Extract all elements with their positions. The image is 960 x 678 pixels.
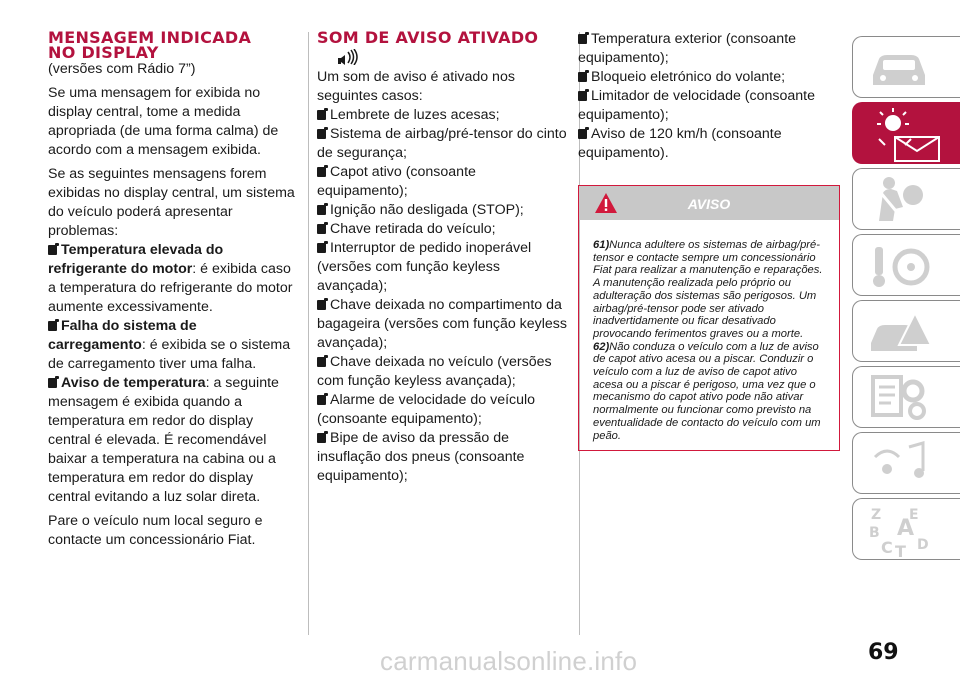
- note-text: Nunca adultere os sistemas de airbag/pré-tensor e contacte sempre um concessionário Fiat para realizar a manutenção e reparações. A manutenção realizada pelo próprio ou adulteração dos sistemas são perigosos. Um airbag/pré-tensor pode ser ativado inadvertidamente ou ficar desativado provocando ferimentos graves ou a morte.: [593, 239, 823, 340]
- paragraph-sound-intro: Um som de aviso é ativado nos seguintes casos:: [317, 69, 515, 104]
- bullet-icon: [317, 205, 326, 215]
- note-number: 61): [593, 239, 610, 251]
- subtitle-radio-version: (versões com Rádio 7”): [48, 61, 196, 77]
- tab-index[interactable]: [852, 498, 960, 560]
- list-item: [317, 220, 567, 239]
- item-text: : a seguinte mensagem é exibida quando a temperatura em redor do display central é elevada. É recomendável baixar a temperatura na cabina ou a temperatura em redor do display central evitando a luz solar direta.: [48, 375, 279, 505]
- item-text: Chave retirada do veículo;: [330, 221, 496, 237]
- list-item: [317, 106, 567, 125]
- tab-safety[interactable]: [852, 168, 960, 230]
- item-title: Temperatura elevada do refrigerante do motor: [48, 242, 224, 277]
- tab-servicing[interactable]: [852, 366, 960, 428]
- bullet-icon: [317, 167, 326, 177]
- bullet-icon: [317, 224, 326, 234]
- bullet-icon: [317, 243, 326, 253]
- item-text: Bipe de aviso da pressão de insuflação dos pneus (consoante equipamento);: [317, 430, 525, 484]
- bullet-icon: [317, 110, 326, 120]
- list-item: [317, 201, 567, 220]
- bullet-icon: [317, 129, 326, 139]
- warning-title: AVISO: [687, 196, 731, 212]
- item-title: Falha do sistema de carregamento: [48, 318, 197, 353]
- tab-emergency[interactable]: [852, 300, 960, 362]
- item-text: Aviso de 120 km/h (consoante equipamento).: [578, 126, 782, 161]
- bullet-icon: [48, 378, 57, 388]
- tab-starting-driving[interactable]: [852, 234, 960, 296]
- bullet-icon: [578, 72, 587, 82]
- list-item: [578, 68, 840, 87]
- heading-message-display: [48, 30, 298, 60]
- tab-car[interactable]: [852, 36, 960, 98]
- bullet-icon: [317, 300, 326, 310]
- car-breakdown-icon: [865, 305, 935, 357]
- heading-line-2: NO DISPLAY: [48, 43, 159, 62]
- bullet-icon: [578, 34, 587, 44]
- column-warning-continued: [578, 30, 840, 451]
- media-music-icon: [865, 437, 935, 489]
- paragraph-problems: Se as seguintes mensagens forem exibidas no display central, um sistema do veículo poderá apresentar problemas:: [48, 166, 295, 239]
- list-item: [317, 296, 567, 353]
- tab-multimedia[interactable]: [852, 432, 960, 494]
- chapter-tabs: [852, 0, 960, 678]
- bullet-icon: [48, 245, 57, 255]
- list-item: [48, 374, 298, 507]
- list-item: [48, 241, 298, 317]
- list-item: [317, 353, 567, 391]
- page-number: 69: [868, 640, 899, 665]
- bullet-icon: [578, 129, 587, 139]
- car-icon: [865, 41, 935, 93]
- index-letter: D: [917, 537, 929, 553]
- index-letter: A: [897, 516, 915, 541]
- warning-sound-icon: [337, 49, 361, 65]
- item-title: Aviso de temperatura: [61, 375, 206, 391]
- column-divider: [308, 32, 309, 635]
- index-letter: C: [881, 538, 893, 557]
- bullet-icon: [578, 91, 587, 101]
- maintenance-gears-icon: [865, 371, 935, 423]
- warning-light-envelope-icon: [865, 107, 951, 163]
- list-item: [317, 429, 567, 486]
- index-letter: E: [909, 507, 919, 523]
- item-text: Temperatura exterior (consoante equipamento);: [578, 31, 797, 66]
- item-text: Chave deixada no compartimento da bagageira (versões com função keyless avançada);: [317, 297, 567, 351]
- item-text: Chave deixada no veículo (versões com função keyless avançada);: [317, 354, 552, 389]
- list-item: [48, 317, 298, 374]
- item-text: Bloqueio eletrónico do volante;: [591, 69, 786, 85]
- item-text: Capot ativo (consoante equipamento);: [317, 164, 476, 199]
- index-letter: T: [895, 542, 906, 559]
- tab-warning-lights-messages[interactable]: [852, 102, 960, 164]
- item-text: Ignição não desligada (STOP);: [330, 202, 524, 218]
- list-item: [317, 239, 567, 296]
- bullet-icon: [317, 357, 326, 367]
- note-text: Não conduza o veículo com a luz de aviso de capot ativo acesa ou a piscar. Conduzir o veículo com a luz de aviso de capot ativo acesa ou a piscar é perigoso, uma vez que o mecanismo do capot ativo pode não ativar normalmente ou funcionar como previsto na eventualidade de contacto do veículo com um peão.: [593, 340, 821, 442]
- bullet-icon: [317, 433, 326, 443]
- item-text: : é exibida caso a temperatura do refrigerante do motor aumente excessivamente.: [48, 261, 293, 315]
- item-text: Interruptor de pedido inoperável (versões com função keyless avançada);: [317, 240, 532, 294]
- warning-note-61: [593, 239, 829, 341]
- warning-body: [579, 220, 839, 450]
- heading-warning-sound: SOM DE AVISO ATIVADO: [317, 28, 539, 47]
- list-item: [317, 163, 567, 201]
- item-text: : é exibida se o sistema de carregamento tiver uma falha.: [48, 337, 291, 372]
- column-message-display: [48, 30, 298, 550]
- warning-header: [579, 186, 839, 220]
- heading-line-1: MENSAGEM INDICADA: [48, 28, 252, 47]
- note-number: 62): [593, 340, 610, 353]
- bullet-icon: [317, 395, 326, 405]
- item-text: Sistema de airbag/pré-tensor do cinto de segurança;: [317, 126, 567, 161]
- column-warning-sound: [317, 30, 567, 486]
- list-item: [317, 391, 567, 429]
- seatbelt-airbag-icon: [865, 173, 935, 225]
- warning-note-62: [593, 341, 829, 443]
- key-steering-wheel-icon: [865, 239, 935, 291]
- item-text: Limitador de velocidade (consoante equipamento);: [578, 88, 815, 123]
- list-item: [578, 87, 840, 125]
- watermark: carmanualsonline.info: [380, 646, 638, 676]
- list-item: [578, 125, 840, 163]
- item-text: Lembrete de luzes acesas;: [330, 107, 500, 123]
- item-text: Alarme de velocidade do veículo (consoante equipamento);: [317, 392, 536, 427]
- paragraph-intro: Se uma mensagem for exibida no display central, tome a medida apropriada (de uma forma calma) de acordo com a mensagem exibida.: [48, 85, 279, 158]
- warning-box: [578, 185, 840, 451]
- paragraph-contact: Pare o veículo num local seguro e contacte um concessionário Fiat.: [48, 513, 263, 548]
- list-item: [317, 125, 567, 163]
- index-letter: B: [869, 525, 880, 541]
- index-letter: Z: [871, 507, 882, 523]
- list-item: [578, 30, 840, 68]
- bullet-icon: [48, 321, 57, 331]
- alphabet-index-icon: [865, 503, 951, 559]
